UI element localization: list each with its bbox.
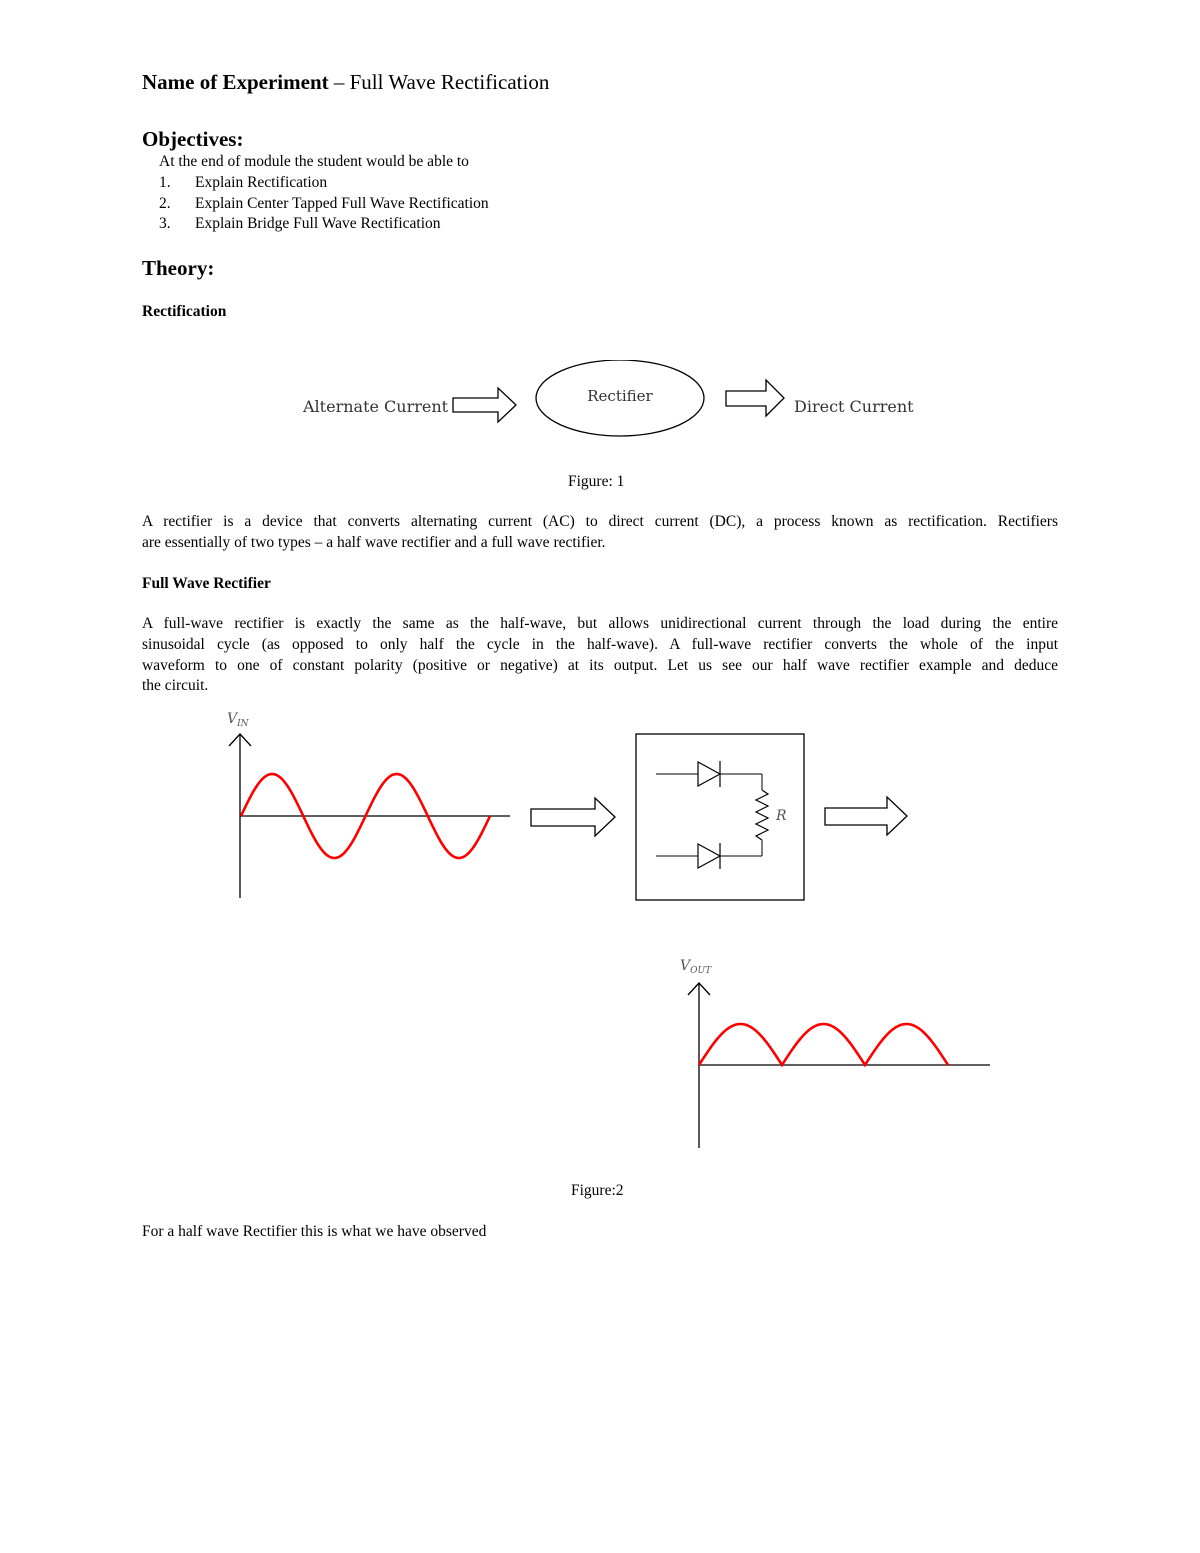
paragraph-line: the circuit. xyxy=(142,677,209,695)
paragraph-line: are essentially of two types – a half wave rectifier and a full wave rectifier. xyxy=(142,533,606,551)
figure1-input-label: Alternate Current xyxy=(303,397,449,416)
objectives-intro: At the end of module the student would be able to xyxy=(159,153,469,170)
theory-heading: Theory: xyxy=(142,256,215,280)
experiment-title-dash: – xyxy=(328,70,350,94)
objective-text: Explain Bridge Full Wave Rectification xyxy=(195,215,441,232)
figure1-block-diagram xyxy=(290,360,930,445)
objective-text: Explain Center Tapped Full Wave Rectification xyxy=(195,194,489,212)
resistor-label: R xyxy=(776,808,787,824)
vout-rectified-wave xyxy=(699,1024,948,1065)
vin-axis-label: $V_{IN}$ xyxy=(227,711,249,729)
vout-axis-label: $V_{OUT}$ xyxy=(680,958,712,976)
objective-text: Explain Rectification xyxy=(195,174,328,191)
objective-number: 1. xyxy=(159,174,171,191)
objective-number: 3. xyxy=(159,215,171,232)
experiment-title xyxy=(142,70,549,95)
vout-plot xyxy=(680,958,990,1148)
objective-item xyxy=(142,214,489,235)
arrow-right-icon xyxy=(726,380,784,416)
closing-sentence: For a half wave Rectifier this is what we have observed xyxy=(142,1223,487,1240)
full-wave-heading: Full Wave Rectifier xyxy=(142,575,271,592)
rectifier-circuit xyxy=(636,734,804,900)
paragraph-line: A rectifier is a device that converts alternating current (AC) to direct current (DC), a process known as rectification. Rectifiers xyxy=(142,513,1058,530)
rectification-heading: Rectification xyxy=(142,303,227,320)
figure1-caption: Figure: 1 xyxy=(568,473,625,490)
arrow-right-icon xyxy=(825,797,907,835)
paragraph-line: sinusoidal cycle (as opposed to only half the cycle in the half-wave). A full-wave rectifier converts the whole of the input xyxy=(142,635,1058,653)
figure2-caption: Figure:2 xyxy=(571,1182,624,1199)
experiment-title-value: Full Wave Rectification xyxy=(349,70,550,94)
figure2-diagram xyxy=(0,700,1200,1170)
paragraph-rectifier-definition xyxy=(142,512,1058,554)
arrow-right-icon xyxy=(531,798,615,836)
figure1-output-label: Direct Current xyxy=(794,397,914,416)
experiment-title-label: Name of Experiment xyxy=(142,70,329,94)
paragraph-line: A full-wave rectifier is exactly the same as the half-wave, but allows unidirectional current through the load during the entire xyxy=(142,615,1058,632)
paragraph-full-wave xyxy=(142,614,1058,697)
objective-item xyxy=(142,194,489,215)
arrow-right-icon xyxy=(453,388,516,422)
objectives-list xyxy=(142,173,489,235)
objective-number: 2. xyxy=(159,194,171,212)
paragraph-line: waveform to one of constant polarity (positive or negative) at its output. Let us see our half wave rectifier example and deduce xyxy=(142,656,1058,674)
figure1-block-label: Rectifier xyxy=(587,387,653,405)
objectives-heading: Objectives: xyxy=(142,127,244,151)
vin-plot xyxy=(227,711,510,898)
objective-item xyxy=(142,173,489,194)
